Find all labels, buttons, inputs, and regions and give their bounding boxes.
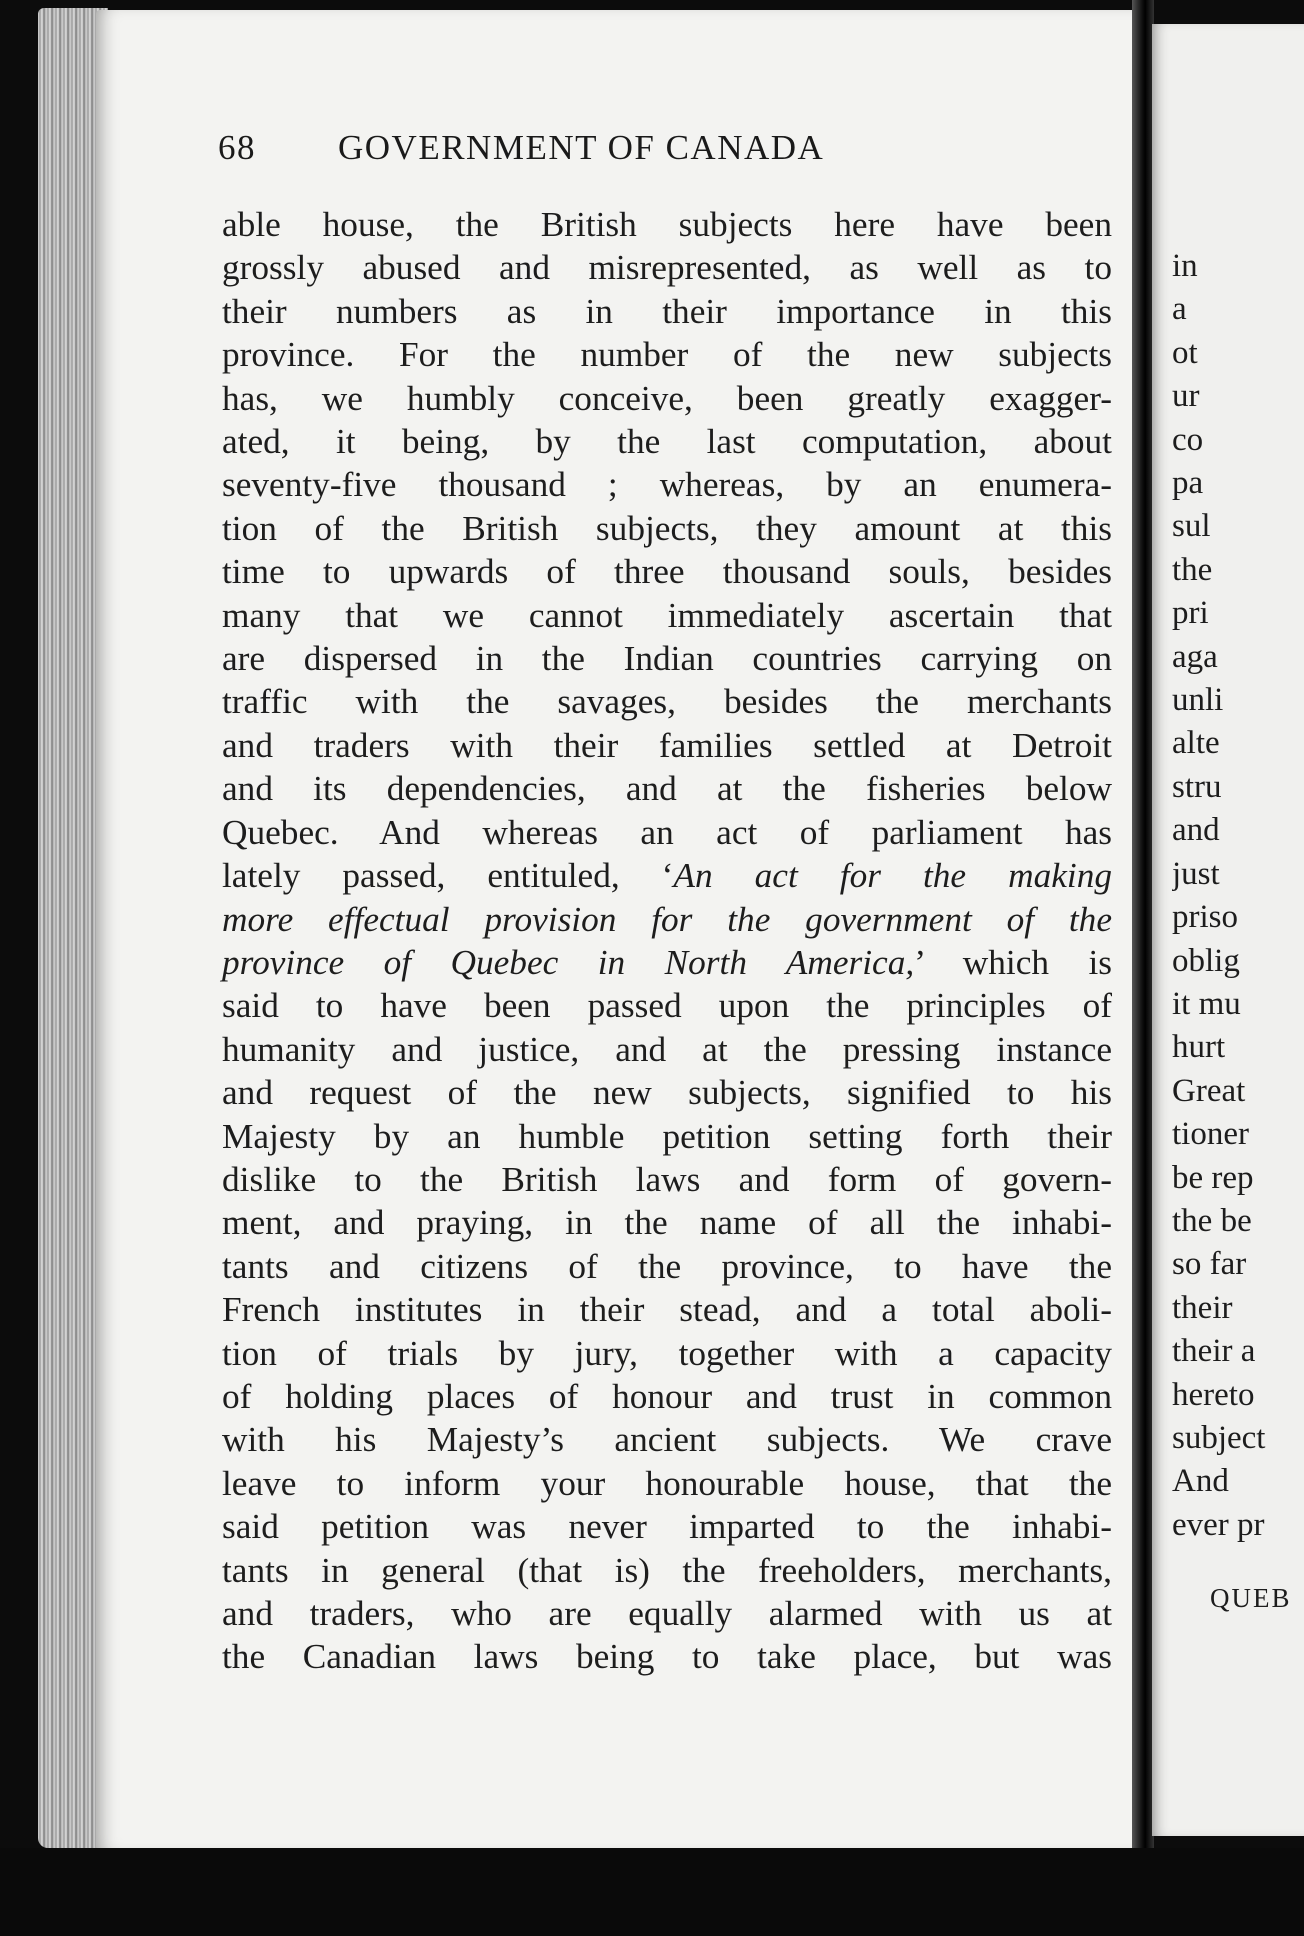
text-line: Quebec. And whereas an act of parliament has <box>222 812 1112 852</box>
book-title: GOVERNMENT OF CANADA <box>338 128 825 167</box>
text-line-with-italic <box>222 854 1112 897</box>
italic-act-title: province of Quebec in North America, <box>222 942 915 982</box>
text-line: leave to inform your honourable house, that the <box>222 1463 1112 1503</box>
facing-line: so far <box>1172 1246 1247 1283</box>
text-line-with-italic <box>222 941 1112 984</box>
facing-line: in <box>1172 248 1198 284</box>
book-gutter <box>1132 0 1154 1936</box>
text-fragment: lately passed, entituled, ‘ <box>222 856 674 896</box>
facing-line: the <box>1172 551 1213 588</box>
text-line: ment, and praying, in the name of all the inhabi- <box>222 1203 1112 1243</box>
text-line: able house, the British subjects here have been <box>222 205 1112 244</box>
facing-line: priso <box>1172 899 1238 936</box>
facing-line: it mu <box>1172 985 1241 1022</box>
page-number: 68 <box>218 128 256 167</box>
facing-line: alte <box>1172 725 1220 762</box>
facing-line: and <box>1172 812 1220 849</box>
text-line: traffic with the savages, besides the merchants <box>222 682 1112 722</box>
facing-line: their <box>1172 1289 1233 1326</box>
facing-line: oblig <box>1172 942 1240 979</box>
text-line: their numbers as in their importance in this <box>222 291 1112 331</box>
text-line: and request of the new subjects, signified to his <box>222 1073 1112 1113</box>
text-fragment: ’ which is <box>914 942 1112 982</box>
text-line: with his Majesty’s ancient subjects. We crave <box>222 1420 1112 1460</box>
italic-act-title: more effectual provision for the government of the <box>222 899 1112 939</box>
text-line: tion of trials by jury, together with a capacity <box>222 1333 1112 1373</box>
facing-line: And <box>1172 1463 1229 1500</box>
text-line: said petition was never imparted to the inhabi- <box>222 1507 1112 1547</box>
facing-line: the be <box>1172 1202 1252 1239</box>
text-line: many that we cannot immediately ascertain that <box>222 595 1112 635</box>
text-line: said to have been passed upon the principles of <box>222 986 1112 1026</box>
text-line: time to upwards of three thousand souls, besides <box>222 552 1112 592</box>
facing-page-text <box>1172 245 1304 1547</box>
text-line: tants in general (that is) the freeholders, merchants, <box>222 1550 1112 1590</box>
text-line: French institutes in their stead, and a total aboli- <box>222 1290 1112 1330</box>
text-line: and its dependencies, and at the fisheries below <box>222 769 1112 809</box>
text-line: humanity and justice, and at the pressing instance <box>222 1029 1112 1069</box>
facing-line: stru <box>1172 768 1222 805</box>
facing-page-footer: QUEB <box>1210 1583 1292 1613</box>
facing-line: pri <box>1172 595 1209 632</box>
facing-line: aga <box>1172 638 1218 675</box>
italic-act-title: An act for the making <box>673 856 1112 896</box>
facing-line: co <box>1172 421 1204 458</box>
facing-line: ur <box>1172 378 1200 415</box>
facing-line: unli <box>1172 682 1224 719</box>
facing-line: tioner <box>1172 1116 1249 1153</box>
facing-line: a <box>1172 291 1187 328</box>
text-line: ated, it being, by the last computation, about <box>222 422 1112 462</box>
facing-line: hereto <box>1172 1376 1255 1413</box>
text-line: are dispersed in the Indian countries carrying on <box>222 639 1112 679</box>
facing-line: subject <box>1172 1419 1266 1456</box>
text-line: tion of the British subjects, they amount at this <box>222 508 1112 548</box>
facing-line: pa <box>1172 465 1204 502</box>
text-line: and traders with their families settled at Detroit <box>222 725 1112 765</box>
facing-line: Great <box>1172 1072 1246 1109</box>
text-line: of holding places of honour and trust in common <box>222 1376 1112 1416</box>
text-line: has, we humbly conceive, been greatly exagger- <box>222 378 1112 418</box>
text-line: dislike to the British laws and form of govern- <box>222 1159 1112 1199</box>
facing-line: their a <box>1172 1333 1256 1370</box>
facing-line: hurt <box>1172 1029 1226 1066</box>
text-line: province. For the number of the new subjects <box>222 335 1112 375</box>
text-line: Majesty by an humble petition setting forth their <box>222 1116 1112 1156</box>
text-line: seventy-five thousand ; whereas, by an enumera- <box>222 465 1112 505</box>
page-body <box>222 203 1112 1679</box>
text-line: and traders, who are equally alarmed with us at <box>222 1594 1112 1633</box>
text-line-italic <box>222 898 1112 941</box>
facing-line: sul <box>1172 508 1211 545</box>
facing-line: ot <box>1172 334 1198 371</box>
facing-line: ever pr <box>1172 1506 1265 1543</box>
facing-line: just <box>1172 855 1220 892</box>
text-line: the Canadian laws being to take place, but was <box>222 1637 1112 1677</box>
text-line: tants and citizens of the province, to have the <box>222 1246 1112 1286</box>
running-head <box>218 128 1118 168</box>
scan-background <box>0 1848 1304 1936</box>
text-line: grossly abused and misrepresented, as well as to <box>222 248 1112 288</box>
facing-line: be rep <box>1172 1159 1254 1196</box>
